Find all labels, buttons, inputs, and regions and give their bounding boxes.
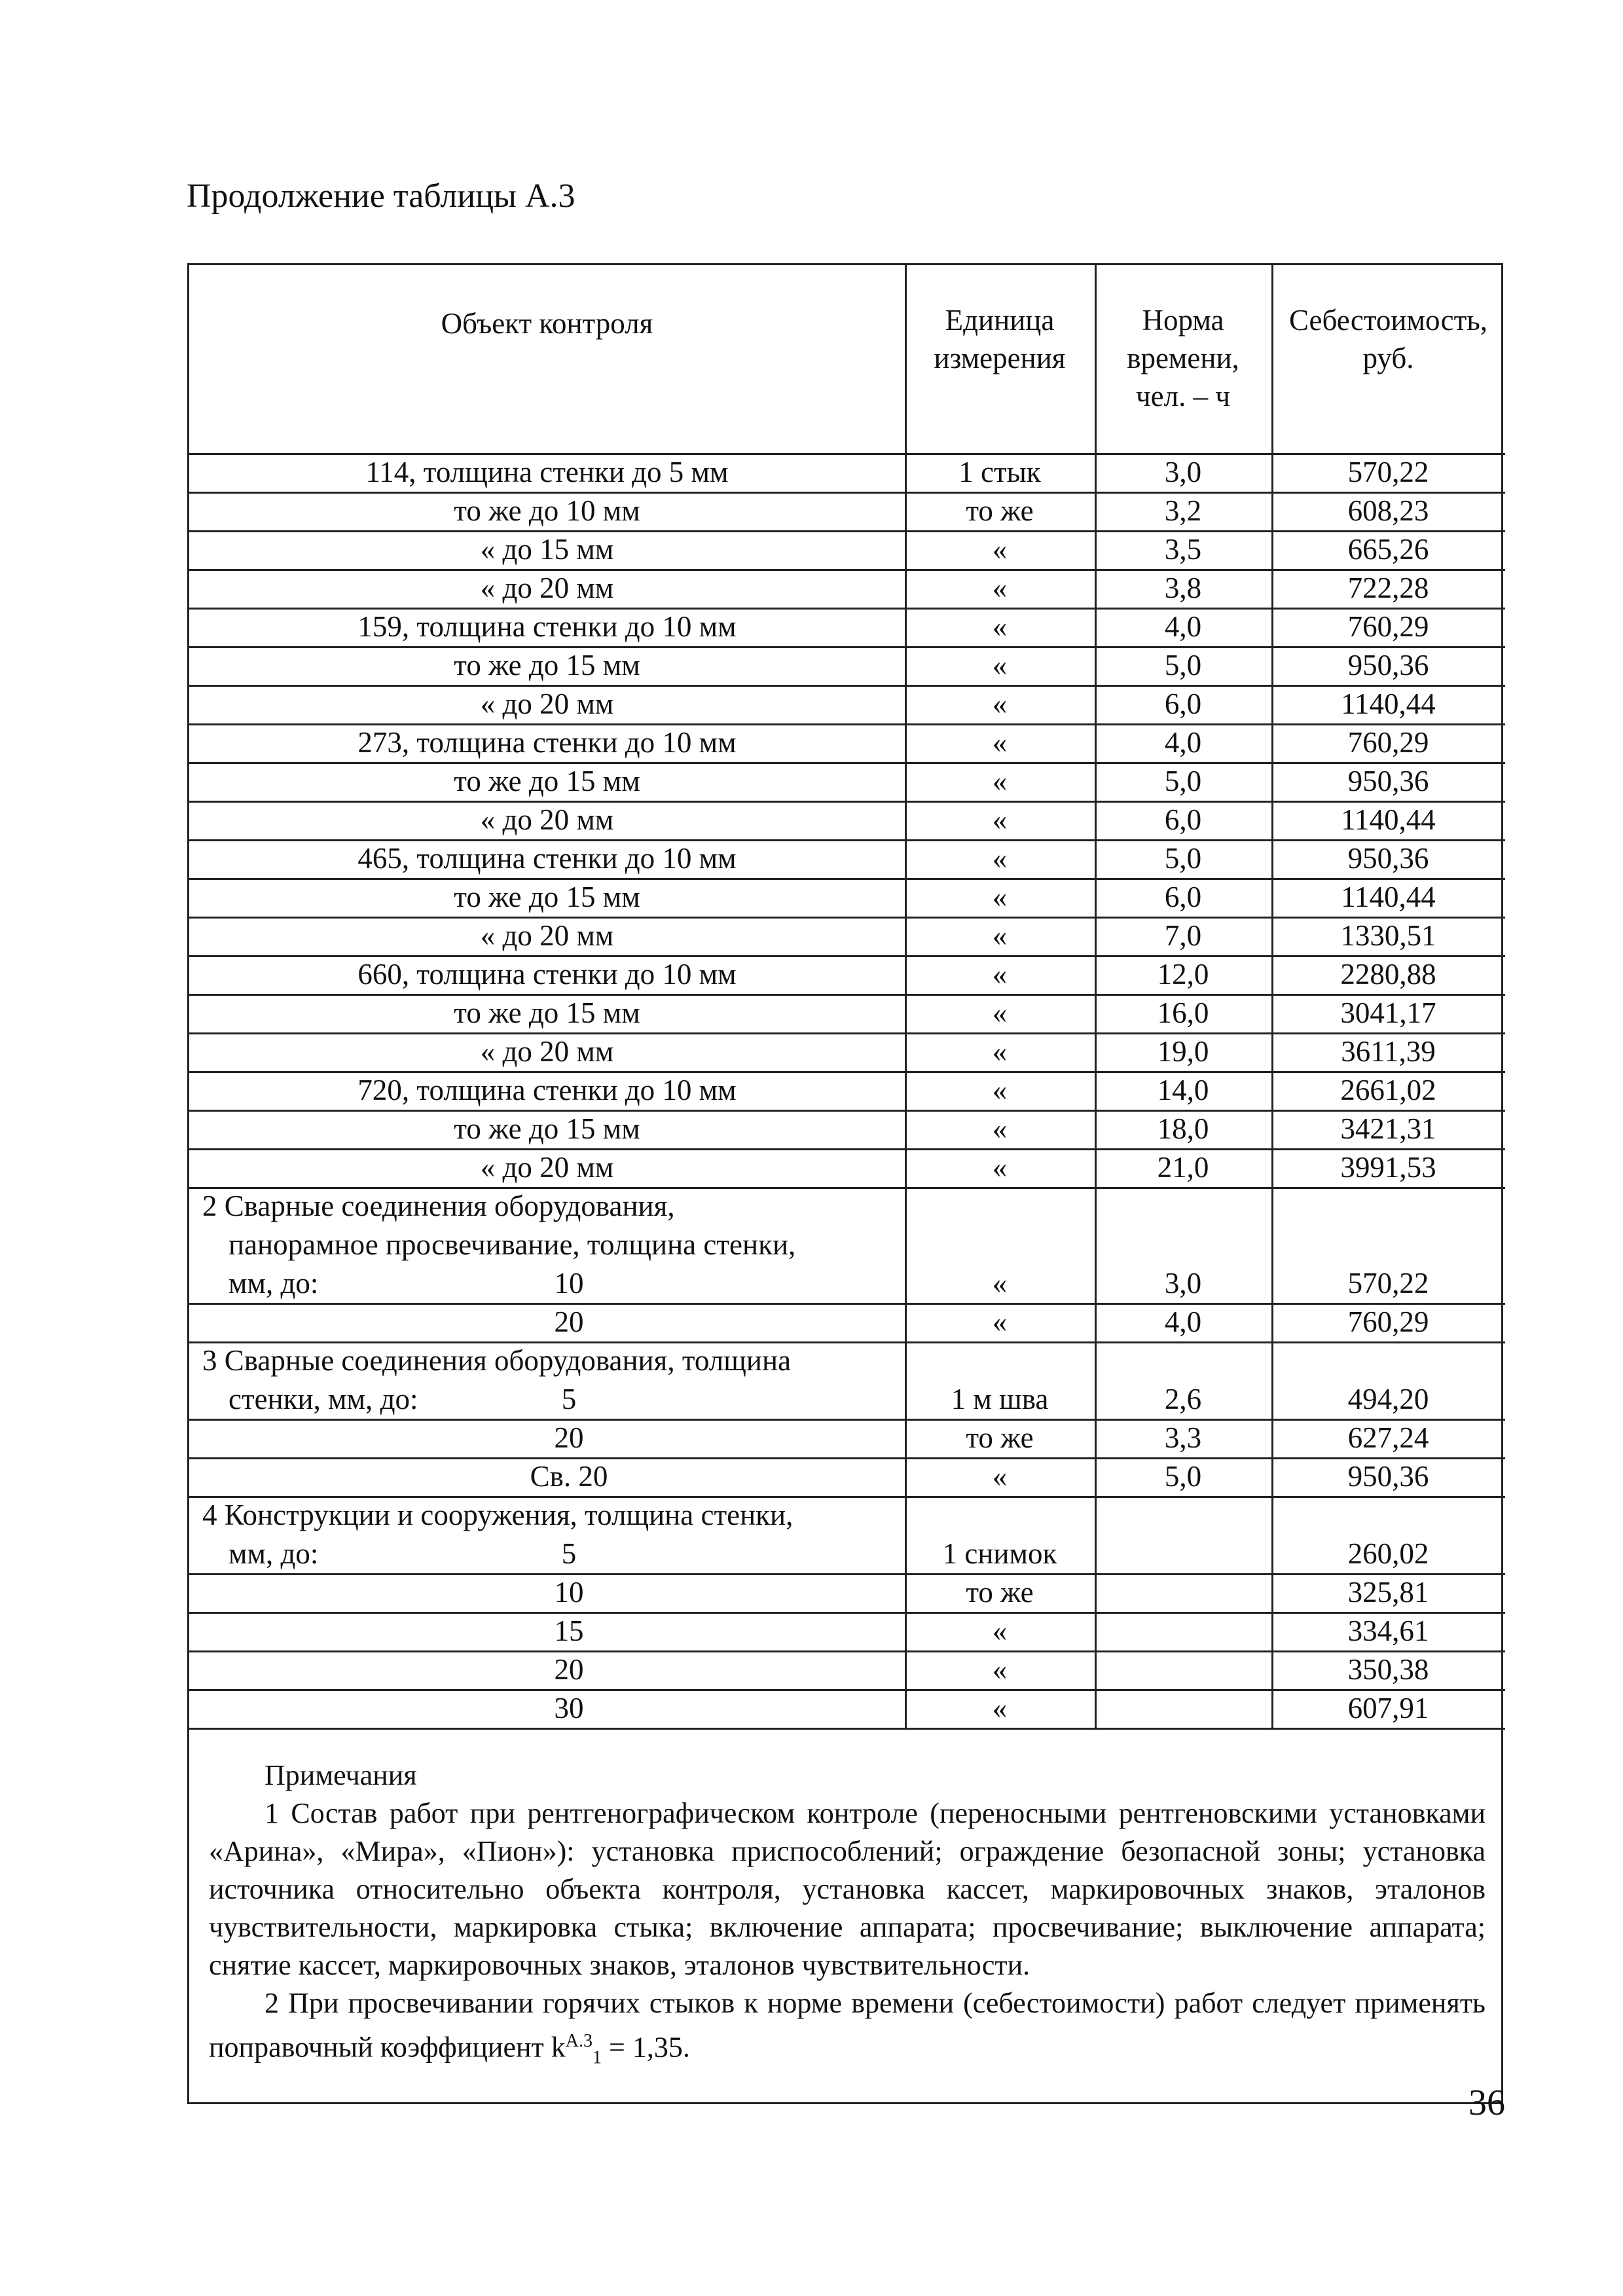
norm-cell [1095,1573,1271,1612]
unit-cell: 1 снимок [942,1537,1057,1570]
row-divider [189,1457,1505,1459]
object-cell: Св. 20 [530,1460,608,1493]
unit-cell: « [992,765,1008,797]
cost-cell: 627,24 [1347,1421,1429,1454]
unit-cell: « [992,996,1008,1029]
object-cell: « до 20 мм [480,919,614,952]
object-cell: 273, толщина стенки до 10 мм [357,726,737,759]
row-divider [189,1496,1505,1498]
norm-cell: 6,0 [1164,803,1202,836]
unit-cell: « [992,1035,1008,1068]
unit-cell: « [992,1151,1008,1184]
row-divider [189,917,1505,919]
norm-cell: 3,3 [1164,1421,1202,1454]
norm-cell: 3,5 [1164,533,1202,566]
row-divider [189,1689,1505,1691]
section-title-line: стенки, мм, до: [228,1383,418,1415]
norm-cell: 19,0 [1157,1035,1209,1068]
header-cost: Себестоимость, руб. [1288,304,1488,374]
cost-cell: 1140,44 [1341,881,1436,913]
norm-cell: 21,0 [1157,1151,1209,1184]
row-divider [189,492,1505,494]
row-divider [189,994,1505,996]
unit-cell: « [992,726,1008,759]
row-divider [189,1419,1505,1421]
cost-cell: 760,29 [1347,726,1429,759]
row-divider [189,839,1505,841]
object-cell: 20 [554,1421,584,1454]
notes-title: Примечания [264,1759,417,1791]
norm-cell: 4,0 [1164,726,1202,759]
object-cell: 30 [554,1692,584,1724]
unit-cell: « [992,842,1008,875]
cost-cell: 950,36 [1347,1460,1429,1493]
cost-cell: 334,61 [1347,1614,1429,1647]
norm-cell [1095,1650,1271,1689]
row-divider [189,646,1505,648]
object-cell: « до 15 мм [480,533,614,566]
row-divider [189,453,1505,455]
cost-table [187,263,1503,2104]
row-divider [189,955,1505,957]
norm-cell: 5,0 [1164,649,1202,682]
object-cell: то же до 15 мм [454,649,640,682]
object-cell: « до 20 мм [480,572,614,604]
object-cell: 20 [554,1653,584,1686]
row-divider [189,1303,1505,1305]
cost-cell: 3991,53 [1340,1151,1436,1184]
object-cell: 159, толщина стенки до 10 мм [357,610,737,643]
row-divider [189,1612,1505,1614]
row-divider [189,1032,1505,1034]
unit-cell: 1 стык [958,456,1041,488]
norm-cell: 12,0 [1157,958,1209,991]
table-caption: Продолжение таблицы А.3 [187,177,575,215]
cost-cell: 608,23 [1347,494,1429,527]
section-title-line: мм, до: [228,1537,319,1570]
norm-cell: 5,0 [1164,1460,1202,1493]
norm-cell: 16,0 [1157,996,1209,1029]
row-divider [189,878,1505,880]
cost-cell: 260,02 [1347,1537,1429,1570]
object-cell: 20 [554,1305,584,1338]
cost-cell: 570,22 [1347,456,1429,488]
norm-cell [1095,1612,1271,1650]
cost-cell: 1330,51 [1340,919,1436,952]
object-cell: 15 [554,1614,584,1647]
norm-cell: 6,0 [1164,881,1202,913]
column-divider [1271,265,1273,1728]
object-cell: то же до 10 мм [454,494,640,527]
object-cell: 5 [561,1383,577,1415]
unit-cell: « [992,803,1008,836]
cost-cell: 665,26 [1347,533,1429,566]
header-object: Объект контроля [441,307,653,340]
norm-cell: 5,0 [1164,765,1202,797]
unit-cell: « [992,1460,1008,1493]
cost-cell: 3611,39 [1341,1035,1436,1068]
note-1: 1 Состав работ при рентгенографическом контроле (переносными рентгеновскими установками «Арина», «Мира», «Пион»): установка приспособлений; ограждение безопасной зоны; установка источника относительно объекта контроля, установка кассет, маркировочных знаков, эталонов чувствительности, маркировка стыка; включение аппарата; просвечивание; выключение аппарата; снятие кассет, маркировочных знаков, эталонов чувствительности. [209,1797,1486,1981]
unit-cell: « [992,1112,1008,1145]
norm-cell: 5,0 [1164,842,1202,875]
object-cell: 10 [554,1267,584,1300]
section-title-line: 2 Сварные соединения оборудования, [202,1190,675,1222]
column-divider [1095,265,1097,1728]
cost-cell: 722,28 [1347,572,1429,604]
row-divider [189,530,1505,532]
unit-cell: « [992,649,1008,682]
cost-cell: 760,29 [1347,1305,1429,1338]
row-divider [189,801,1505,803]
norm-cell: 4,0 [1164,610,1202,643]
unit-cell: « [992,572,1008,604]
page-number: 36 [1468,2083,1505,2123]
row-divider [189,569,1505,571]
norm-cell: 18,0 [1157,1112,1209,1145]
unit-cell: 1 м шва [951,1383,1049,1415]
unit-cell: « [992,610,1008,643]
unit-cell: « [992,1692,1008,1724]
unit-cell: « [992,1074,1008,1106]
object-cell: « до 20 мм [480,687,614,720]
section-title-line: панорамное просвечивание, толщина стенки, [228,1228,796,1261]
row-divider [189,1341,1505,1343]
section-title-line: 3 Сварные соединения оборудования, толщина [202,1344,792,1377]
cost-cell: 3421,31 [1340,1112,1436,1145]
object-cell: « до 20 мм [480,1035,614,1068]
cost-cell: 494,20 [1347,1383,1429,1415]
object-cell: « до 20 мм [480,1151,614,1184]
unit-cell: « [992,687,1008,720]
norm-cell [1095,1689,1271,1728]
cost-cell: 350,38 [1347,1653,1429,1686]
row-divider [189,1650,1505,1652]
object-cell: то же до 15 мм [454,996,640,1029]
row-divider [189,1110,1505,1112]
header-unit: Единица измерения [934,304,1066,374]
norm-cell: 6,0 [1164,687,1202,720]
cost-cell: 2280,88 [1340,958,1436,991]
row-divider [189,1071,1505,1073]
unit-cell: « [992,1614,1008,1647]
section-title-line: мм, до: [228,1267,319,1300]
cost-cell: 570,22 [1347,1267,1429,1300]
norm-cell [1095,1535,1271,1573]
object-cell: 10 [554,1576,584,1609]
norm-cell: 4,0 [1164,1305,1202,1338]
norm-cell: 14,0 [1157,1074,1209,1106]
object-cell: 660, толщина стенки до 10 мм [357,958,737,991]
row-divider [189,685,1505,687]
norm-cell: 3,2 [1164,494,1202,527]
row-divider [189,1187,1505,1189]
object-cell: 114, толщина стенки до 5 мм [365,456,729,488]
row-divider [189,1728,1505,1730]
unit-cell: « [992,881,1008,913]
row-divider [189,723,1505,725]
unit-cell: « [992,919,1008,952]
object-cell: 465, толщина стенки до 10 мм [357,842,737,875]
unit-cell: то же [966,1576,1034,1609]
norm-cell: 2,6 [1164,1383,1202,1415]
cost-cell: 1140,44 [1341,803,1436,836]
cost-cell: 950,36 [1347,765,1429,797]
object-cell: то же до 15 мм [454,1112,640,1145]
unit-cell: « [992,1305,1008,1338]
unit-cell: « [992,958,1008,991]
row-divider [189,1573,1505,1575]
cost-cell: 1140,44 [1341,687,1436,720]
norm-cell: 3,8 [1164,572,1202,604]
unit-cell: « [992,533,1008,566]
cost-cell: 2661,02 [1340,1074,1436,1106]
object-cell: 720, толщина стенки до 10 мм [357,1074,737,1106]
header-norm: Норма времени, чел. – ч [1127,304,1239,412]
norm-cell: 3,0 [1164,1267,1202,1300]
object-cell: « до 20 мм [480,803,614,836]
cost-cell: 3041,17 [1340,996,1436,1029]
unit-cell: « [992,1653,1008,1686]
norm-cell: 3,0 [1164,456,1202,488]
norm-cell: 7,0 [1164,919,1202,952]
object-cell: то же до 15 мм [454,765,640,797]
column-divider [905,265,907,1728]
unit-cell: то же [966,494,1034,527]
cost-cell: 760,29 [1347,610,1429,643]
object-cell: то же до 15 мм [454,881,640,913]
note-2: 2 При просвечивании горячих стыков к норме времени (себестоимости) работ следует применять поправочный коэффициент $k^{А.3}_1 = 1,35$. [209,1987,1486,2068]
row-divider [189,608,1505,610]
unit-cell: то же [966,1421,1034,1454]
cost-cell: 325,81 [1347,1576,1429,1609]
section-title-line: 4 Конструкции и сооружения, толщина стенки, [202,1499,793,1531]
unit-cell: « [992,1267,1008,1300]
cost-cell: 607,91 [1347,1692,1429,1724]
object-cell: 5 [561,1537,577,1570]
cost-cell: 950,36 [1347,649,1429,682]
row-divider [189,1148,1505,1150]
cost-cell: 950,36 [1347,842,1429,875]
row-divider [189,762,1505,764]
notes-block [209,1757,1486,2077]
